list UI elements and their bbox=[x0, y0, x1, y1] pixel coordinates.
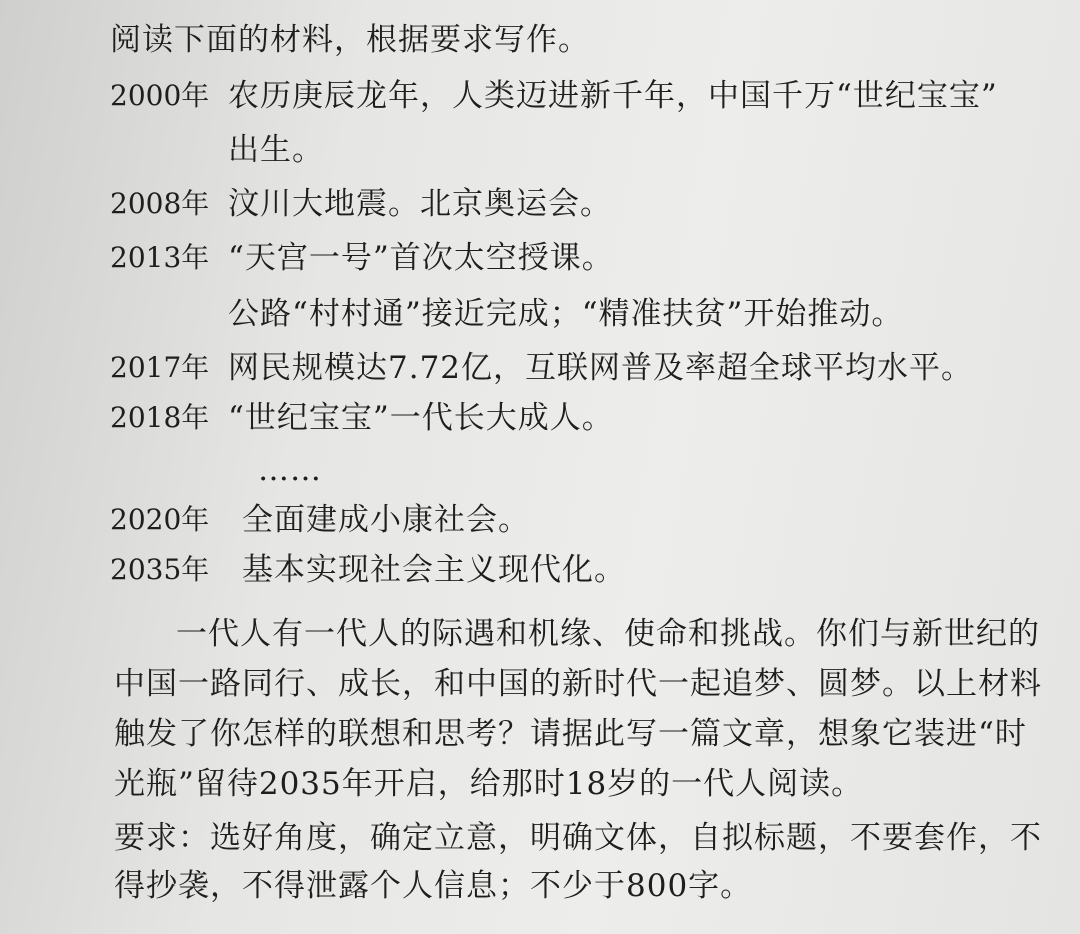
year-2008: 2008年 bbox=[110, 187, 210, 220]
event-2008-line-1: 汶川大地震。北京奥运会。 bbox=[228, 186, 612, 222]
event-2013-line-1: “天宫一号”首次太空授课。 bbox=[228, 240, 614, 276]
event-2017-line-1: 网民规模达7.72亿，互联网普及率超全球平均水平。 bbox=[228, 350, 974, 386]
event-2000-line-1: 农历庚辰龙年，人类迈进新千年，中国千万“世纪宝宝” bbox=[228, 78, 998, 114]
paragraph-line-3: 触发了你怎样的联想和思考？请据此写一篇文章，想象它装进“时 bbox=[114, 716, 1027, 752]
intro-line: 阅读下面的材料，根据要求写作。 bbox=[110, 22, 590, 58]
event-2000-line-2: 出生。 bbox=[228, 132, 324, 168]
event-2013-line-2: 公路“村村通”接近完成；“精准扶贫”开始推动。 bbox=[228, 296, 904, 332]
timeline-ellipsis: …… bbox=[258, 452, 322, 488]
paragraph-line-4: 光瓶”留待2035年开启，给那时18岁的一代人阅读。 bbox=[114, 766, 864, 802]
event-2018-line-1: “世纪宝宝”一代长大成人。 bbox=[228, 400, 614, 436]
requirements-line-1: 要求：选好角度，确定立意，明确文体，自拟标题，不要套作，不 bbox=[114, 820, 1042, 856]
year-2017: 2017年 bbox=[110, 351, 210, 384]
year-2020: 2020年 bbox=[110, 503, 210, 536]
event-2035-line-1: 基本实现社会主义现代化。 bbox=[242, 552, 626, 588]
requirements-line-2: 得抄袭，不得泄露个人信息；不少于800字。 bbox=[114, 868, 753, 904]
paragraph-line-1: 一代人有一代人的际遇和机缘、使命和挑战。你们与新世纪的 bbox=[176, 616, 1040, 652]
year-2018: 2018年 bbox=[110, 401, 210, 434]
event-2020-line-1: 全面建成小康社会。 bbox=[242, 502, 530, 538]
year-2013: 2013年 bbox=[110, 241, 210, 274]
paragraph-line-2: 中国一路同行、成长，和中国的新时代一起追梦、圆梦。以上材料 bbox=[114, 666, 1042, 702]
year-2035: 2035年 bbox=[110, 553, 210, 586]
year-2000: 2000年 bbox=[110, 79, 210, 112]
